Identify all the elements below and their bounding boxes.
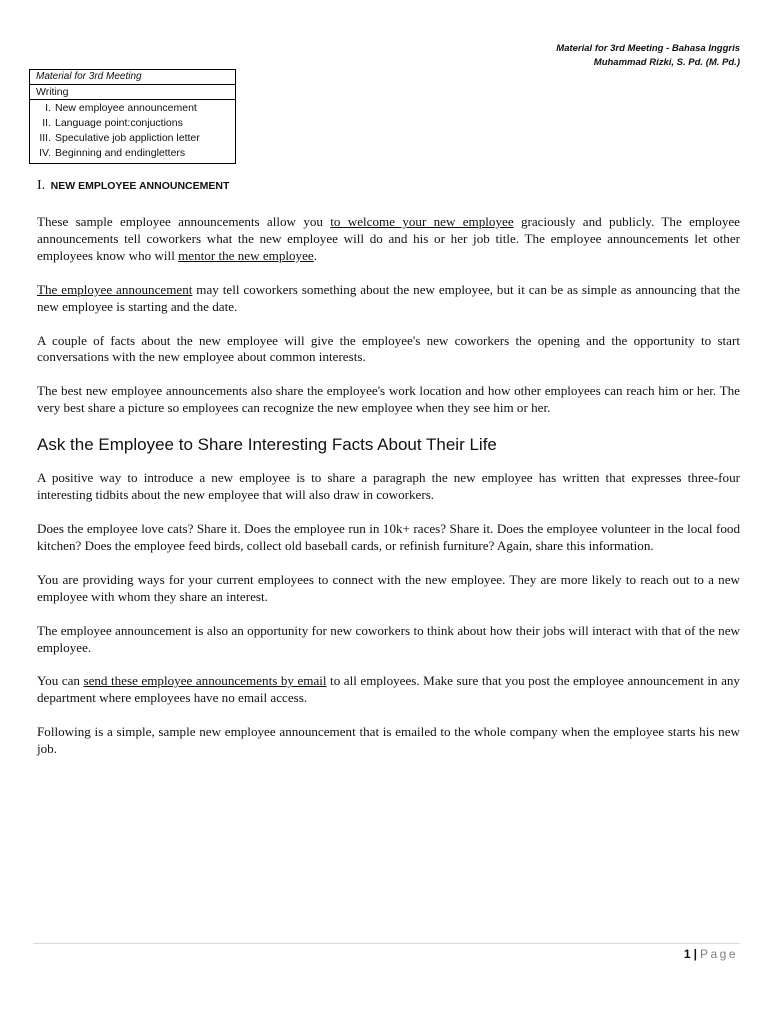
paragraph-text: may tell coworkers something about the new employee, but it can be as simple as announcing that the new employee is starting and the date. [37,281,740,314]
section-number: I. [37,178,46,193]
paragraph: A positive way to introduce a new employee is to share a paragraph the new employee has written that expresses three-four interesting tidbits about the new employee that will also draw in coworkers. [37,470,740,503]
page-header [320,42,740,70]
subheading: Ask the Employee to Share Interesting Facts About Their Life [37,435,497,455]
section-title: NEW EMPLOYEE ANNOUNCEMENT [50,180,230,192]
paragraph-text: These sample employee announcements allow you [37,214,331,229]
paragraph-text: to all employees. Make sure that you post the employee announcement in any department where employees have no email access. [37,673,740,706]
footer-separator: | [693,947,697,961]
outline-item-number: III. [39,132,51,144]
paragraph: You are providing ways for your current employees to connect with the new employee. They are more likely to reach out to a new employee with whom they share an interest. [37,571,740,604]
header-course-line: Material for 3rd Meeting - Bahasa Inggris [556,43,740,54]
paragraph: Does the employee love cats? Share it. Does the employee run in 10k+ races? Share it. Does the employee volunteer in the local food kitchen? Does the employee feed birds, collect old baseball cards, or refinish furniture? Again, share this information. [37,520,740,553]
outline-item-number: I. [45,102,51,114]
outline-title: Material for 3rd Meeting [30,70,235,85]
outline-item [30,146,235,161]
header-author-line: Muhammad Rizki, S. Pd. (M. Pd.) [593,57,740,68]
paragraph-text: . [313,247,318,263]
material-outline-box [29,69,236,164]
page-number: 1 [683,947,691,961]
paragraph-email [37,673,740,707]
footer-divider [33,943,740,944]
outline-item [30,116,235,131]
employee-announcement-link[interactable]: The employee announcement [37,281,193,297]
outline-item-label: Language point:conjuctions [55,117,183,129]
outline-item [30,131,235,146]
document-body [37,176,740,775]
paragraph-text: You can [37,673,84,689]
outline-item-label: Beginning and endingletters [55,147,186,159]
outline-item [30,101,235,116]
paragraph: The employee announcement is also an opportunity for new coworkers to think about how their jobs will interact with that of the new employee. [37,622,740,655]
section-heading [37,176,740,196]
mentor-employee-link[interactable]: mentor the new employee [178,247,314,263]
outline-list [30,100,235,163]
outline-item-number: IV. [39,147,51,159]
paragraph: Following is a simple, sample new employee announcement that is emailed to the whole company when the employee starts his new job. [37,724,740,757]
page-footer [684,947,738,961]
send-by-email-link[interactable]: send these employee announcements by email [83,673,327,689]
outline-item-label: New employee announcement [55,102,197,114]
welcome-employee-link[interactable]: to welcome your new employee [330,214,514,229]
page-label: Page [699,947,738,961]
paragraph-intro [37,214,740,265]
outline-item-number: II. [42,117,51,129]
outline-subtitle: Writing [30,85,235,100]
paragraph-announcement [37,282,740,316]
paragraph: The best new employee announcements also share the employee's work location and how other employees can reach him or her. The very best share a picture so employees can recognize the new employee when they see him or her. [37,383,740,416]
outline-item-label: Speculative job appliction letter [55,132,200,144]
paragraph: A couple of facts about the new employee will give the employee's new coworkers the opening and the opportunity to start conversations with the new employee about common interests. [37,332,740,365]
paragraph-text: graciously and publicly. The employee announcements tell coworkers what the new employee will do and his or her job title. The employee announcements let other employees know who will [37,214,740,263]
